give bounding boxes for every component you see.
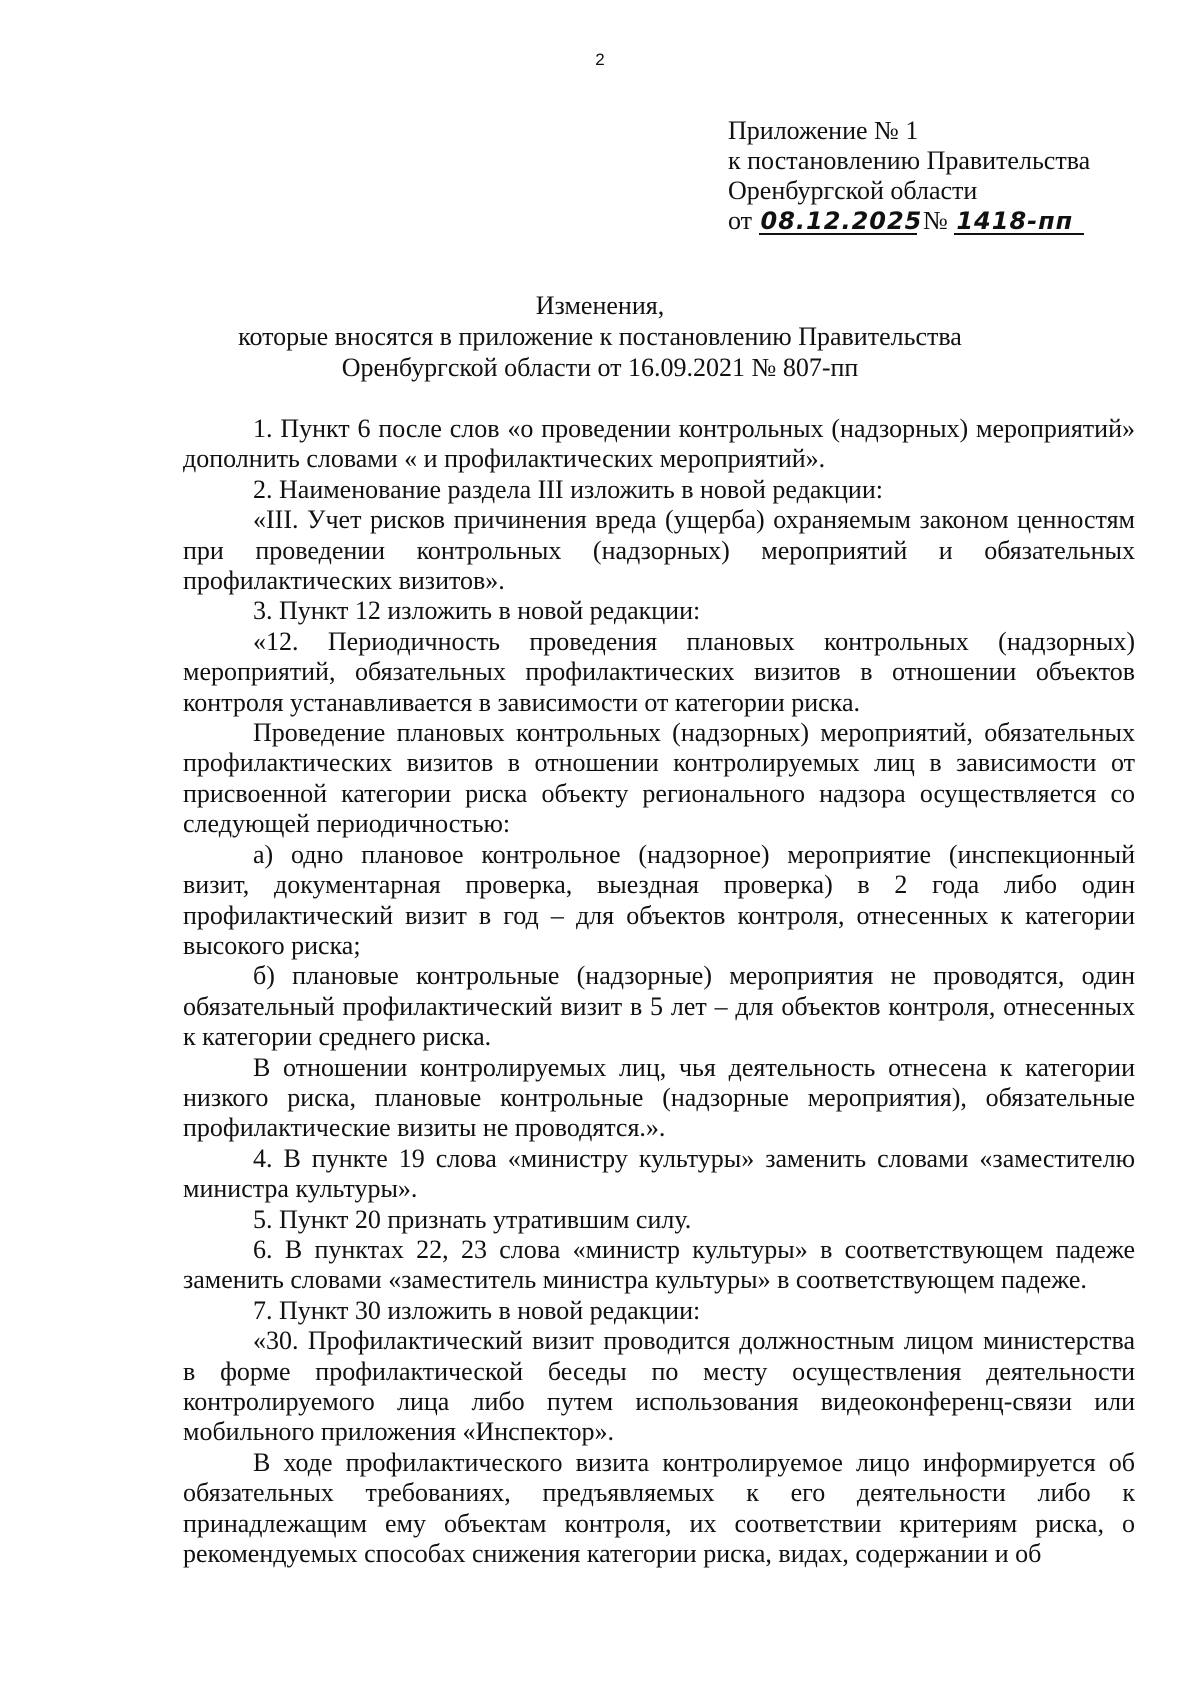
paragraph: «12. Периодичность проведения плановых контрольных (надзорных) мероприятий, обязательных профилактических визитов в отношении объектов контроля устанавливается в зависимости от категории риска. — [183, 626, 1135, 717]
paragraph: 3. Пункт 12 изложить в новой редакции: — [253, 596, 701, 626]
paragraph: 4. В пункте 19 слова «министру культуры» заменить словами «заместителю министра культуры». — [183, 1143, 1135, 1204]
appendix-title: Приложение № 1 — [728, 116, 919, 145]
paragraph: 2. Наименование раздела III изложить в новой редакции: — [253, 474, 883, 504]
paragraph: В отношении контролируемых лиц, чья деятельность отнесена к категории низкого риска, плановые контрольные (надзорные мероприятия), обязательные профилактические визиты не проводятся.». — [183, 1052, 1135, 1143]
title-line-2: которые вносятся в приложение к постановлению Правительства — [238, 322, 962, 351]
handwritten-number: 1418-пп — [954, 209, 1084, 235]
paragraph: 5. Пункт 20 признать утратившим силу. — [253, 1204, 692, 1234]
paragraph: «III. Учет рисков причинения вреда (ущерба) охраняемым законом ценностям при проведении контрольных (надзорных) мероприятий и обязательных профилактических визитов». — [183, 505, 1135, 596]
handwritten-date: 08.12.2025 — [760, 207, 923, 235]
appendix-date-number-line — [728, 206, 1090, 236]
document-title — [150, 290, 1050, 383]
appendix-header — [728, 116, 1090, 236]
appendix-reference: к постановлению Правительства — [728, 146, 1091, 175]
document-body — [183, 414, 1135, 1569]
paragraph: а) одно плановое контрольное (надзорное) мероприятие (инспекционный визит, документарная проверка, выездная проверка) в 2 года либо один профилактический визит в год – для объектов контроля, отнесенных к категории высокого риска; — [183, 839, 1135, 960]
title-line-1: Изменения, — [535, 291, 665, 320]
paragraph: «30. Профилактический визит проводится должностным лицом министерства в форме профилактической беседы по месту осуществления деятельности контролируемого лица либо путем использования видеоконференц-связи или мобильного приложения «Инспектор». — [183, 1326, 1135, 1447]
appendix-region: Оренбургской области — [728, 176, 978, 205]
title-line-3: Оренбургской области от 16.09.2021 № 807-пп — [341, 353, 859, 382]
paragraph: 7. Пункт 30 изложить в новой редакции: — [253, 1295, 701, 1325]
paragraph: 1. Пункт 6 после слов «о проведении контрольных (надзорных) мероприятий» дополнить словами « и профилактических мероприятий». — [183, 414, 1135, 474]
from-label: от — [728, 206, 753, 235]
paragraph: б) плановые контрольные (надзорные) мероприятия не проводятся, один обязательный профилактический визит в 5 лет – для объектов контроля, отнесенных к категории среднего риска. — [183, 961, 1135, 1052]
page-number: 2 — [595, 50, 605, 69]
number-label: № — [923, 206, 948, 235]
paragraph: 6. В пунктах 22, 23 слова «министр культуры» в соответствующем падеже заменить словами «заместитель министра культуры» в соответствующем падеже. — [183, 1234, 1135, 1295]
paragraph: В ходе профилактического визита контролируемое лицо информируется об обязательных требованиях, предъявляемых к его деятельности либо к принадлежащим ему объектам контроля, их соответствии критериям риска, о рекомендуемых способах снижения категории риска, видах, содержании и об — [183, 1447, 1135, 1569]
paragraph: Проведение плановых контрольных (надзорных) мероприятий, обязательных профилактических визитов в отношении контролируемых лиц в зависимости от присвоенной категории риска объекту регионального надзора осуществляется со следующей периодичностью: — [183, 718, 1135, 839]
